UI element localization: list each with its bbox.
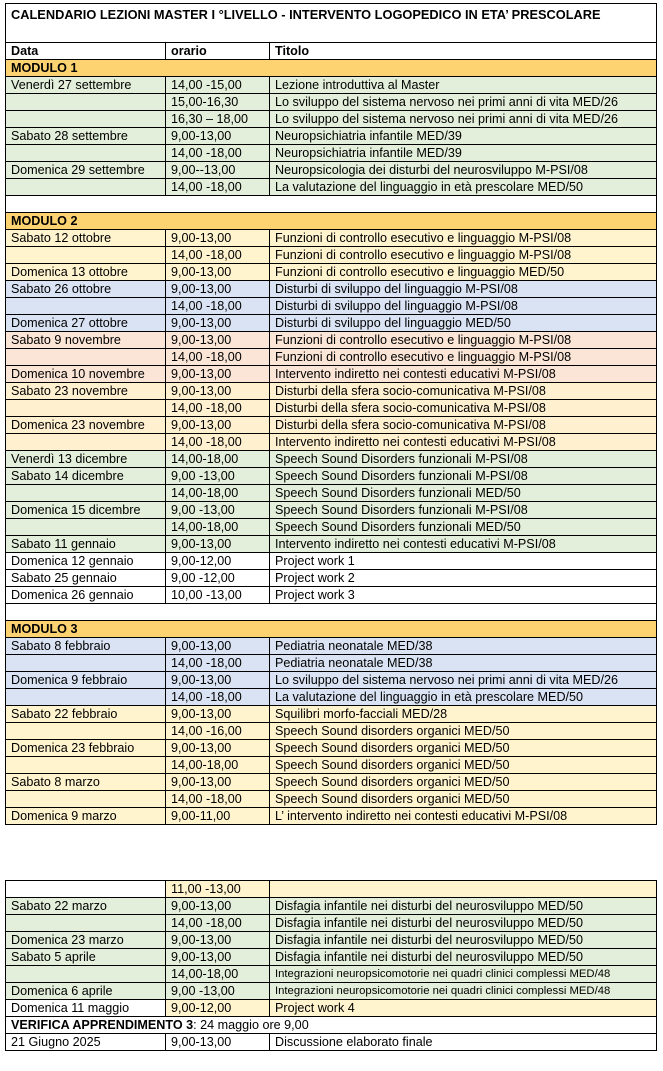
table-row — [6, 145, 657, 162]
time-cell: 9,00-13,00 — [166, 672, 270, 689]
time-cell: 14,00 -18,00 — [166, 655, 270, 672]
title-cell: Lo sviluppo del sistema nervoso nei primi anni di vita MED/26 — [270, 672, 657, 689]
title-cell: Project work 1 — [270, 553, 657, 570]
spacer-row — [6, 604, 657, 621]
date-cell — [6, 434, 166, 451]
time-cell: 9,00 -13,00 — [166, 502, 270, 519]
title-cell: Funzioni di controllo esecutivo e linguaggio MED/50 — [270, 264, 657, 281]
title-cell: Intervento indiretto nei contesti educativi M-PSI/08 — [270, 434, 657, 451]
date-cell: Domenica 11 maggio — [6, 1000, 166, 1017]
title-cell: Funzioni di controllo esecutivo e linguaggio M-PSI/08 — [270, 230, 657, 247]
date-cell: Sabato 9 novembre — [6, 332, 166, 349]
time-cell: 15,00-16,30 — [166, 94, 270, 111]
time-cell: 14,00 -18,00 — [166, 791, 270, 808]
time-cell: 14,00 -18,00 — [166, 915, 270, 932]
date-cell — [6, 757, 166, 774]
time-cell: 9,00-13,00 — [166, 949, 270, 966]
title-cell: Squilibri morfo-facciali MED/28 — [270, 706, 657, 723]
time-cell: 9,00 -12,00 — [166, 570, 270, 587]
final-date: 21 Giugno 2025 — [6, 1034, 166, 1051]
final-time: 9,00-13,00 — [166, 1034, 270, 1051]
title-cell: Speech Sound Disorders funzionali MED/50 — [270, 485, 657, 502]
date-cell: Sabato 11 gennaio — [6, 536, 166, 553]
date-cell: Domenica 23 marzo — [6, 932, 166, 949]
title-cell — [270, 881, 657, 898]
date-cell — [6, 349, 166, 366]
time-cell: 9,00-13,00 — [166, 536, 270, 553]
table-row — [6, 1000, 657, 1017]
title-cell: Integrazioni neuropsicomotorie nei quadri clinici complessi MED/48 — [270, 966, 657, 983]
time-cell: 9,00-13,00 — [166, 281, 270, 298]
title-cell: Neuropsichiatria infantile MED/39 — [270, 145, 657, 162]
title-cell: Speech Sound Disorders funzionali MED/50 — [270, 519, 657, 536]
table-row — [6, 128, 657, 145]
date-cell — [6, 111, 166, 128]
date-cell — [6, 179, 166, 196]
table-row — [6, 502, 657, 519]
title-cell: La valutazione del linguaggio in età prescolare MED/50 — [270, 689, 657, 706]
table-row — [6, 434, 657, 451]
title-cell: L’ intervento indiretto nei contesti educativi M-PSI/08 — [270, 808, 657, 825]
time-cell: 14,00 -18,00 — [166, 400, 270, 417]
time-cell: 9,00-13,00 — [166, 230, 270, 247]
time-cell: 9,00-13,00 — [166, 417, 270, 434]
date-cell: Sabato 12 ottobre — [6, 230, 166, 247]
date-cell: Domenica 27 ottobre — [6, 315, 166, 332]
date-cell: Sabato 23 novembre — [6, 383, 166, 400]
date-cell — [6, 915, 166, 932]
date-cell: Sabato 25 gennaio — [6, 570, 166, 587]
table-row — [6, 881, 657, 898]
schedule-table — [5, 3, 657, 825]
module-title: MODULO 2 — [6, 213, 657, 230]
title-cell: Funzioni di controllo esecutivo e linguaggio M-PSI/08 — [270, 349, 657, 366]
table-row — [6, 706, 657, 723]
table-row — [6, 315, 657, 332]
time-cell: 14,00-18,00 — [166, 757, 270, 774]
header-row — [6, 43, 657, 60]
table-row — [6, 179, 657, 196]
date-cell — [6, 298, 166, 315]
date-cell: Domenica 10 novembre — [6, 366, 166, 383]
title-cell: Disfagia infantile nei disturbi del neurosviluppo MED/50 — [270, 915, 657, 932]
date-cell: Venerdì 13 dicembre — [6, 451, 166, 468]
title-cell: Speech Sound Disorders funzionali M-PSI/08 — [270, 468, 657, 485]
table-row — [6, 689, 657, 706]
time-cell: 9,00-13,00 — [166, 332, 270, 349]
title-cell: Pediatria neonatale MED/38 — [270, 655, 657, 672]
time-cell: 14,00 -18,00 — [166, 349, 270, 366]
title-cell: Project work 3 — [270, 587, 657, 604]
date-cell: Sabato 26 ottobre — [6, 281, 166, 298]
date-cell — [6, 485, 166, 502]
title-cell: Project work 4 — [270, 1000, 657, 1017]
table-row — [6, 162, 657, 179]
footer-body — [6, 1017, 657, 1051]
time-cell: 9,00-13,00 — [166, 932, 270, 949]
title-cell: Lezione introduttiva al Master — [270, 77, 657, 94]
table-row — [6, 417, 657, 434]
time-cell: 14,00 -18,00 — [166, 145, 270, 162]
title-cell: Disturbi di sviluppo del linguaggio M-PSI/08 — [270, 298, 657, 315]
table-row — [6, 983, 657, 1000]
title-cell: Speech Sound Disorders funzionali M-PSI/08 — [270, 451, 657, 468]
time-cell: 9,00-13,00 — [166, 706, 270, 723]
table-row — [6, 570, 657, 587]
title-cell: Disfagia infantile nei disturbi del neurosviluppo MED/50 — [270, 949, 657, 966]
spacer-row — [6, 196, 657, 213]
table-row — [6, 553, 657, 570]
table-row — [6, 485, 657, 502]
title-cell: Speech Sound disorders organici MED/50 — [270, 740, 657, 757]
date-cell: Domenica 9 marzo — [6, 808, 166, 825]
time-cell: 14,00-18,00 — [166, 485, 270, 502]
time-cell: 9,00 -13,00 — [166, 983, 270, 1000]
verifica-row — [6, 1017, 657, 1034]
table-row — [6, 536, 657, 553]
time-cell: 9,00-12,00 — [166, 1000, 270, 1017]
document-title: CALENDARIO LEZIONI MASTER I °LIVELLO - INTERVENTO LOGOPEDICO IN ETA’ PRESCOLARE — [6, 4, 657, 43]
date-cell — [6, 689, 166, 706]
title-cell: Funzioni di controllo esecutivo e linguaggio M-PSI/08 — [270, 332, 657, 349]
title-cell: Speech Sound disorders organici MED/50 — [270, 723, 657, 740]
spacer-cell — [6, 604, 657, 621]
table-row — [6, 349, 657, 366]
table-row — [6, 230, 657, 247]
table-row — [6, 655, 657, 672]
time-cell: 14,00 -18,00 — [166, 689, 270, 706]
table-row — [6, 740, 657, 757]
time-cell: 10,00 -13,00 — [166, 587, 270, 604]
table-row — [6, 366, 657, 383]
time-cell: 9,00-13,00 — [166, 366, 270, 383]
table-row — [6, 94, 657, 111]
time-cell: 9,00-13,00 — [166, 315, 270, 332]
table-row — [6, 808, 657, 825]
time-cell: 9,00-13,00 — [166, 638, 270, 655]
date-cell — [6, 400, 166, 417]
table-row — [6, 111, 657, 128]
title-cell: Integrazioni neuropsicomotorie nei quadri clinici complessi MED/48 — [270, 983, 657, 1000]
title-cell: Disfagia infantile nei disturbi del neurosviluppo MED/50 — [270, 898, 657, 915]
date-cell: Sabato 28 settembre — [6, 128, 166, 145]
title-cell: Disturbi della sfera socio-comunicativa M-PSI/08 — [270, 400, 657, 417]
date-cell: Sabato 22 febbraio — [6, 706, 166, 723]
date-cell: Venerdì 27 settembre — [6, 77, 166, 94]
schedule-body — [6, 4, 657, 825]
title-cell: Speech Sound disorders organici MED/50 — [270, 791, 657, 808]
table-row — [6, 281, 657, 298]
title-cell: Disturbi di sviluppo del linguaggio M-PSI/08 — [270, 281, 657, 298]
final-title: Discussione elaborato finale — [270, 1034, 657, 1051]
table-row — [6, 638, 657, 655]
date-cell: Domenica 23 febbraio — [6, 740, 166, 757]
date-cell: Domenica 13 ottobre — [6, 264, 166, 281]
title-cell: Speech Sound disorders organici MED/50 — [270, 757, 657, 774]
module-header-row — [6, 213, 657, 230]
date-cell: Domenica 26 gennaio — [6, 587, 166, 604]
header-data: Data — [6, 43, 166, 60]
time-cell: 14,00 -18,00 — [166, 434, 270, 451]
title-cell: Speech Sound Disorders funzionali M-PSI/08 — [270, 502, 657, 519]
table-row — [6, 298, 657, 315]
time-cell: 9,00-13,00 — [166, 740, 270, 757]
time-cell: 9,00-13,00 — [166, 383, 270, 400]
table-row — [6, 264, 657, 281]
table-row — [6, 383, 657, 400]
table-row — [6, 587, 657, 604]
table-row — [6, 966, 657, 983]
date-cell — [6, 791, 166, 808]
table-row — [6, 774, 657, 791]
date-cell: Domenica 15 dicembre — [6, 502, 166, 519]
title-cell: Project work 2 — [270, 570, 657, 587]
time-cell: 16,30 – 18,00 — [166, 111, 270, 128]
time-cell: 9,00--13,00 — [166, 162, 270, 179]
time-cell: 14,00-18,00 — [166, 519, 270, 536]
time-cell: 14,00 -15,00 — [166, 77, 270, 94]
table-row — [6, 672, 657, 689]
verifica-detail: : 24 maggio ore 9,00 — [193, 1018, 309, 1032]
title-cell: Pediatria neonatale MED/38 — [270, 638, 657, 655]
time-cell: 9,00-13,00 — [166, 128, 270, 145]
continuation-body — [6, 881, 657, 1017]
time-cell: 9,00-13,00 — [166, 264, 270, 281]
time-cell: 9,00-11,00 — [166, 808, 270, 825]
time-cell: 14,00-18,00 — [166, 966, 270, 983]
date-cell: Sabato 8 febbraio — [6, 638, 166, 655]
table-row — [6, 791, 657, 808]
title-cell: Disturbi della sfera socio-comunicativa M-PSI/08 — [270, 417, 657, 434]
schedule-continuation-table — [5, 880, 657, 1051]
table-row — [6, 915, 657, 932]
table-row — [6, 932, 657, 949]
date-cell: Sabato 22 marzo — [6, 898, 166, 915]
time-cell: 14,00 -16,00 — [166, 723, 270, 740]
module-header-row — [6, 621, 657, 638]
time-cell: 9,00-13,00 — [166, 774, 270, 791]
table-row — [6, 723, 657, 740]
module-title: MODULO 3 — [6, 621, 657, 638]
title-cell: Disturbi di sviluppo del linguaggio MED/50 — [270, 315, 657, 332]
date-cell — [6, 966, 166, 983]
table-row — [6, 898, 657, 915]
time-cell: 9,00 -13,00 — [166, 468, 270, 485]
title-cell: Lo sviluppo del sistema nervoso nei primi anni di vita MED/26 — [270, 94, 657, 111]
date-cell: Domenica 6 aprile — [6, 983, 166, 1000]
header-titolo: Titolo — [270, 43, 657, 60]
verifica-label: VERIFICA APPRENDIMENTO 3 — [11, 1018, 194, 1032]
table-row — [6, 247, 657, 264]
table-row — [6, 519, 657, 536]
date-cell: Domenica 29 settembre — [6, 162, 166, 179]
date-cell: Sabato 14 dicembre — [6, 468, 166, 485]
title-cell: Intervento indiretto nei contesti educativi M-PSI/08 — [270, 536, 657, 553]
date-cell — [6, 655, 166, 672]
date-cell — [6, 94, 166, 111]
date-cell — [6, 723, 166, 740]
title-cell: Lo sviluppo del sistema nervoso nei primi anni di vita MED/26 — [270, 111, 657, 128]
table-row — [6, 949, 657, 966]
time-cell: 14,00 -18,00 — [166, 298, 270, 315]
date-cell: Sabato 5 aprile — [6, 949, 166, 966]
verifica-cell — [6, 1017, 657, 1034]
title-cell: Neuropsicologia dei disturbi del neurosviluppo M-PSI/08 — [270, 162, 657, 179]
date-cell: Sabato 8 marzo — [6, 774, 166, 791]
title-cell: Disturbi della sfera socio-comunicativa M-PSI/08 — [270, 383, 657, 400]
module-title: MODULO 1 — [6, 60, 657, 77]
time-cell: 9,00-12,00 — [166, 553, 270, 570]
table-row — [6, 757, 657, 774]
table-row — [6, 400, 657, 417]
date-cell: Domenica 12 gennaio — [6, 553, 166, 570]
date-cell — [6, 881, 166, 898]
table-row — [6, 77, 657, 94]
table-row — [6, 451, 657, 468]
date-cell — [6, 145, 166, 162]
module-header-row — [6, 60, 657, 77]
date-cell: Domenica 23 novembre — [6, 417, 166, 434]
title-cell: La valutazione del linguaggio in età prescolare MED/50 — [270, 179, 657, 196]
table-row — [6, 332, 657, 349]
time-cell: 14,00-18,00 — [166, 451, 270, 468]
spacer-cell — [6, 196, 657, 213]
title-cell: Speech Sound disorders organici MED/50 — [270, 774, 657, 791]
date-cell: Domenica 9 febbraio — [6, 672, 166, 689]
title-row — [6, 4, 657, 43]
title-cell: Funzioni di controllo esecutivo e linguaggio M-PSI/08 — [270, 247, 657, 264]
final-row — [6, 1034, 657, 1051]
time-cell: 11,00 -13,00 — [166, 881, 270, 898]
title-cell: Intervento indiretto nei contesti educativi M-PSI/08 — [270, 366, 657, 383]
table-row — [6, 468, 657, 485]
date-cell — [6, 519, 166, 536]
header-orario: orario — [166, 43, 270, 60]
time-cell: 9,00-13,00 — [166, 898, 270, 915]
time-cell: 14,00 -18,00 — [166, 179, 270, 196]
time-cell: 14,00 -18,00 — [166, 247, 270, 264]
title-cell: Disfagia infantile nei disturbi del neurosviluppo MED/50 — [270, 932, 657, 949]
date-cell — [6, 247, 166, 264]
title-cell: Neuropsichiatria infantile MED/39 — [270, 128, 657, 145]
